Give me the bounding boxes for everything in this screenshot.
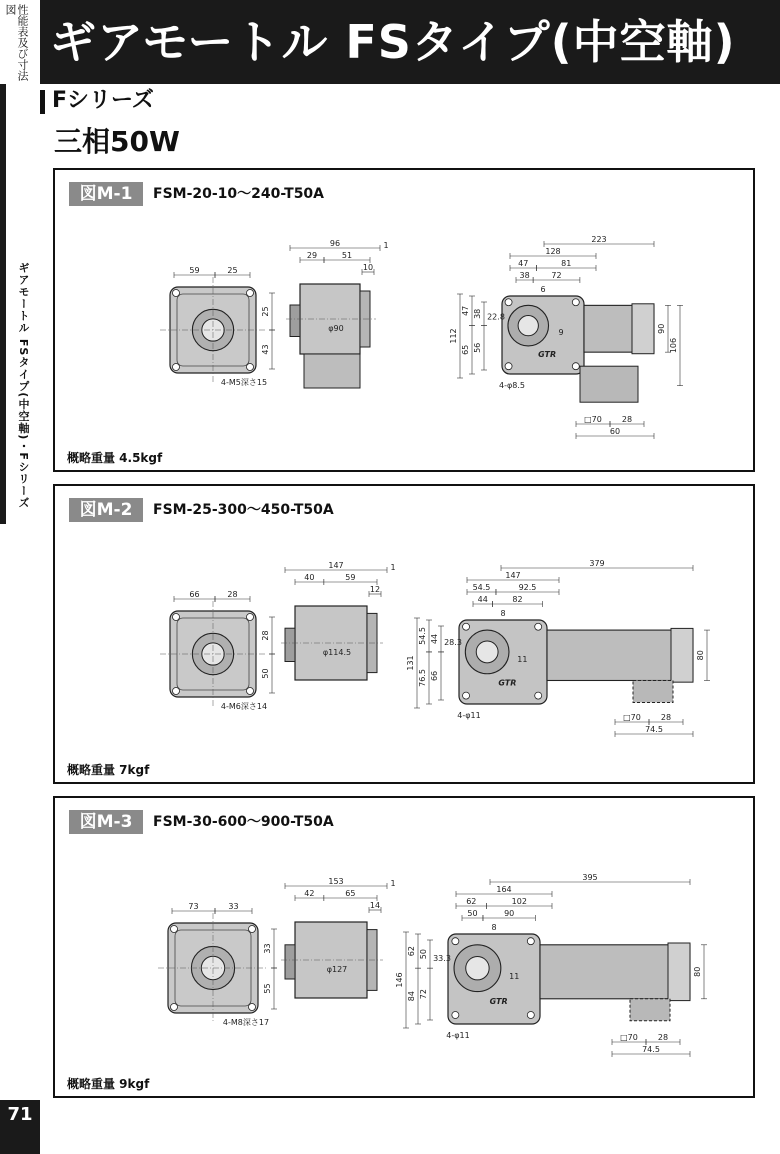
drawing-panel-m3 [53,796,755,1098]
mounting-hole [572,363,579,370]
dimension-label: 1 [383,241,389,250]
dimension-label: 28 [660,713,672,722]
dimension-label: 28 [261,630,270,641]
mounting-hole [505,363,512,370]
dimension-label: 106 [669,337,678,354]
dimension-label: 12 [369,585,381,594]
dimension-label: 131 [406,655,415,671]
motor-end-cap [671,628,693,682]
dimension-label: 81 [561,259,572,268]
dimension-label: 28 [657,1033,669,1042]
mounting-hole [505,299,512,306]
model-number: FSM-25-300～450-T50A [153,502,334,518]
diameter-label: φ127 [326,965,348,974]
model-number: FSM-30-600～900-T50A [153,814,334,830]
motor-end-cap [632,304,654,354]
dimension-label: 50 [419,949,428,960]
dimension-label: 59 [345,573,356,582]
section-rule [0,84,6,524]
approx-weight: 概略重量 4.5kgf [67,451,163,465]
dimension-label: 40 [304,573,315,582]
dimension-label: 44 [430,633,439,645]
dimension-label: 38 [473,308,482,319]
mounting-hole [247,364,254,371]
drawing-panel-m1 [53,168,755,472]
technical-drawing [55,522,753,758]
dimension-label: 1 [390,879,396,888]
dimension-label: 33 [263,943,272,954]
dimension-label: 28 [621,415,633,424]
mounting-hole [452,938,459,945]
mounting-hole [535,623,542,630]
dimension-label: 60 [609,427,621,436]
motor-body [304,354,360,388]
hollow-shaft-bore [476,641,498,663]
dimension-label: 56 [473,342,482,353]
dimension-label: 147 [505,571,521,580]
dimension-label: 1 [390,563,396,572]
terminal-box [580,366,638,402]
dimension-label: 44 [477,595,488,604]
mounting-hole [572,299,579,306]
dimension-label: 54.5 [418,627,427,645]
shaft-collar [285,945,295,979]
mounting-hole [173,290,180,297]
shaft-collar [285,628,295,661]
dimension-label: 42 [304,889,315,898]
holes-label: 4-φ11 [457,711,481,720]
approx-weight: 概略重量 7kgf [67,763,150,777]
dimension-label: 33.3 [433,954,451,963]
dimension-label: 74.5 [642,1045,660,1054]
mounting-hole [247,688,254,695]
dimension-label: 51 [341,251,353,260]
dimension-label: □70 [584,415,602,424]
hollow-shaft-bore [518,316,538,336]
dimension-label: 92.5 [518,583,537,592]
dimension-label: 25 [261,306,270,317]
dimension-label: 28.3 [444,638,462,648]
dimension-label: 59 [189,266,200,275]
terminal-box [630,999,670,1021]
dimension-label: 14 [369,901,381,910]
page-number: 71 [0,1100,40,1154]
dimension-label: 74.5 [645,725,663,734]
dimension-label: 128 [545,247,561,256]
dimension-label: □70 [620,1033,638,1042]
model-number: FSM-20-10～240-T50A [153,186,325,202]
dimension-label: 80 [696,650,705,661]
mounting-hole [249,926,256,933]
dimension-label: 50 [467,909,478,918]
dimension-label: 9 [558,328,564,337]
dimension-label: 102 [511,897,527,906]
hollow-shaft-bore [466,957,489,980]
dimension-label: 164 [496,885,512,894]
dimension-label: 153 [328,877,344,886]
terminal-box [633,680,673,702]
dimension-label: 62 [407,946,416,957]
approx-weight: 概略重量 9kgf [67,1077,150,1091]
dimension-label: 82 [512,595,523,604]
series-title: Fシリーズ [52,88,154,113]
dimension-label: 11 [509,972,520,981]
gtr-logo: GTR [498,678,517,688]
shaft-collar [290,305,300,337]
dimension-label: 29 [306,251,318,260]
dimension-label: 6 [540,285,546,294]
drawing-panel-m2 [53,484,755,784]
mounting-hole [527,938,534,945]
dimension-label: 395 [582,873,598,882]
page-title: ギアモートル FSタイプ(中空軸) [50,15,736,69]
mounting-hole [171,926,178,933]
dimension-label: 54.5 [472,583,491,592]
section-label: ギアモートル FSタイプ(中空軸)・Fシリーズ [17,262,30,509]
dimension-label: 47 [518,259,529,268]
dimension-label: 8 [500,609,506,618]
mounting-hole [463,623,470,630]
mounting-hole [463,692,470,699]
figure-tag: 図M-2 [69,498,143,522]
diameter-label: φ90 [328,324,344,333]
holes-label: 4-M8深さ17 [222,1018,270,1027]
dimension-label: 84 [407,991,416,1002]
holes-label: 4-M5深さ15 [220,378,268,387]
chapter-tab-label: 性能表及び寸法図 [4,4,29,81]
dimension-label: □70 [623,713,641,722]
spec-title: 三相50W [54,125,180,158]
dimension-label: 72 [419,989,428,1000]
holes-label: 4-M6深さ14 [220,702,268,711]
dimension-label: 43 [261,344,270,355]
chapter-tab [0,0,42,84]
dimension-label: 25 [227,266,238,275]
dimension-label: 10 [362,263,374,272]
dimension-label: 66 [430,670,439,682]
dimension-label: 112 [449,328,458,344]
dimension-label: 146 [395,972,404,988]
dimension-label: 80 [693,966,702,977]
gtr-logo: GTR [489,997,508,1007]
dimension-label: 33 [228,902,239,911]
technical-drawing [55,834,753,1072]
motor-end-cap [668,943,690,1001]
dimension-label: 55 [263,983,272,994]
dimension-label: 90 [504,909,515,918]
dimension-label: 223 [591,235,607,244]
dimension-label: 28 [227,590,238,599]
dimension-label: 73 [188,902,199,911]
gtr-logo: GTR [538,349,557,359]
dimension-label: 72 [551,271,562,280]
dimension-label: 50 [261,668,270,679]
dimension-label: 147 [328,561,344,570]
mounting-hole [173,364,180,371]
dimension-label: 38 [519,271,530,280]
dimension-label: 76.5 [418,669,427,687]
mounting-hole [173,614,180,621]
dimension-label: 66 [189,590,200,599]
dimension-label: 62 [466,897,477,906]
mounting-hole [173,688,180,695]
dimension-label: 90 [657,323,666,334]
series-marker [40,90,45,114]
mounting-hole [452,1012,459,1019]
figure-tag: 図M-1 [69,182,143,206]
mounting-hole [247,614,254,621]
mounting-hole [247,290,254,297]
mounting-hole [535,692,542,699]
diameter-label: φ114.5 [322,648,352,657]
technical-drawing [55,206,753,446]
mounting-hole [249,1004,256,1011]
dimension-label: 379 [589,559,605,568]
dimension-label: 65 [345,889,356,898]
dimension-label: 47 [461,305,470,316]
dimension-label: 11 [517,655,528,664]
holes-label: 4-φ8.5 [499,381,525,390]
figure-tag: 図M-3 [69,810,143,834]
holes-label: 4-φ11 [446,1031,470,1040]
mounting-hole [527,1012,534,1019]
dimension-label: 22.8 [487,312,505,322]
dimension-label: 65 [461,344,470,355]
mounting-hole [171,1004,178,1011]
dimension-label: 96 [329,239,341,248]
dimension-label: 8 [491,923,497,932]
